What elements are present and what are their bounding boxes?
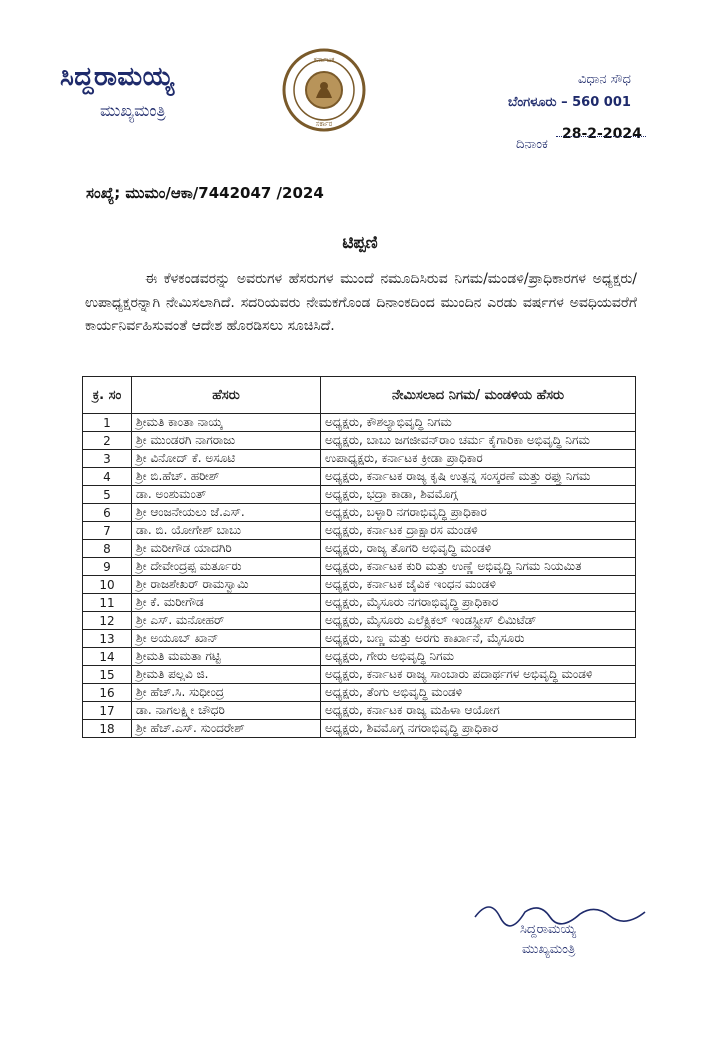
position-cell: ಅಧ್ಯಕ್ಷರು, ಕರ್ನಾಟಕ ರಾಜ್ಯ ಕೃಷಿ ಉತ್ಪನ್ನ ಸಂಸ್ಕರಣೆ ಮತ್ತು ರಫ್ತು ನಿಗಮ	[321, 468, 636, 486]
name-cell: ಶ್ರೀ ಅಯೂಬ್ ಖಾನ್	[132, 630, 321, 648]
serial-cell: 8	[83, 540, 132, 558]
appointments-table	[82, 376, 636, 738]
table-row	[83, 468, 636, 486]
table-row	[83, 486, 636, 504]
serial-cell: 7	[83, 522, 132, 540]
government-seal-icon	[282, 48, 366, 132]
position-cell: ಅಧ್ಯಕ್ಷರು, ಕರ್ನಾಟಕ ರಾಜ್ಯ ಸಾಂಬಾರು ಪದಾರ್ಥಗಳ ಅಭಿವೃದ್ಧಿ ಮಂಡಳಿ	[321, 666, 636, 684]
position-cell: ಅಧ್ಯಕ್ಷರು, ಕರ್ನಾಟಕ ಜೈವಿಕ ಇಂಧನ ಮಂಡಳಿ	[321, 576, 636, 594]
serial-cell: 12	[83, 612, 132, 630]
serial-cell: 5	[83, 486, 132, 504]
signatory-title: ಮುಖ್ಯಮಂತ್ರಿ	[522, 942, 576, 957]
name-cell: ಶ್ರೀ ಎಸ್. ಮನೋಹರ್	[132, 612, 321, 630]
serial-cell: 2	[83, 432, 132, 450]
position-cell: ಅಧ್ಯಕ್ಷರು, ಕೌಶಲ್ಯಾಭಿವೃದ್ಧಿ ನಿಗಮ	[321, 414, 636, 432]
table-row	[83, 504, 636, 522]
serial-cell: 16	[83, 684, 132, 702]
name-cell: ಶ್ರೀ ಹೆಚ್.ಸಿ. ಸುಧೀಂದ್ರ	[132, 684, 321, 702]
position-cell: ಅಧ್ಯಕ್ಷರು, ಬಣ್ಣ ಮತ್ತು ಅರಗು ಕಾರ್ಖಾನೆ, ಮೈಸೂರು	[321, 630, 636, 648]
header-position: ನೇಮಿಸಲಾದ ನಿಗಮ/ ಮಂಡಳಿಯ ಹೆಸರು	[321, 377, 636, 414]
name-cell: ಶ್ರೀ ಬಿ.ಹೆಚ್. ಹರೀಶ್	[132, 468, 321, 486]
position-cell: ಅಧ್ಯಕ್ಷರು, ಭದ್ರಾ ಕಾಡಾ, ಶಿವಮೊಗ್ಗ	[321, 486, 636, 504]
signatory-name: ಸಿದ್ದರಾಮಯ್ಯ	[520, 922, 577, 937]
serial-cell: 15	[83, 666, 132, 684]
name-cell: ಶ್ರೀ ಆಂಜನೇಯಲು ಜೆ.ಎಸ್.	[132, 504, 321, 522]
name-cell: ಶ್ರೀ ಹೆಚ್.ಎಸ್. ಸುಂದರೇಶ್	[132, 720, 321, 738]
sender-title: ಮುಖ್ಯಮಂತ್ರಿ	[100, 101, 166, 120]
position-cell: ಅಧ್ಯಕ್ಷರು, ಕರ್ನಾಟಕ ದ್ರಾಕ್ಷಾರಸ ಮಂಡಳಿ	[321, 522, 636, 540]
header-name: ಹೆಸರು	[132, 377, 321, 414]
table-row	[83, 450, 636, 468]
name-cell: ಶ್ರೀಮತಿ ಮಮತಾ ಗಟ್ಟಿ	[132, 648, 321, 666]
table-header-row	[83, 377, 636, 414]
header-serial: ಕ್ರ. ಸಂ	[83, 377, 132, 414]
position-cell: ಅಧ್ಯಕ್ಷರು, ಗೇರು ಅಭಿವೃದ್ಧಿ ನಿಗಮ	[321, 648, 636, 666]
position-cell: ಅಧ್ಯಕ್ಷರು, ಕರ್ನಾಟಕ ಕುರಿ ಮತ್ತು ಉಣ್ಣೆ ಅಭಿವೃದ್ಧಿ ನಿಗಮ ನಿಯಮಿತ	[321, 558, 636, 576]
name-cell: ಶ್ರೀ ವಿನೋದ್ ಕೆ. ಅಸೂಟಿ	[132, 450, 321, 468]
serial-cell: 18	[83, 720, 132, 738]
table-row	[83, 666, 636, 684]
seal-bottom-text: ಸರ್ಕಾರ	[315, 120, 333, 128]
date-dotted-line	[556, 136, 646, 137]
position-cell: ಅಧ್ಯಕ್ಷರು, ರಾಜ್ಯ ತೊಗರಿ ಅಭಿವೃದ್ಧಿ ಮಂಡಳಿ	[321, 540, 636, 558]
name-cell: ಶ್ರೀ ದೇವೇಂದ್ರಪ್ಪ ಮರ್ತೂರು	[132, 558, 321, 576]
table-row	[83, 702, 636, 720]
name-cell: ಶ್ರೀ ಮರೀಗೌಡ ಯಾದಗಿರಿ	[132, 540, 321, 558]
table-row	[83, 576, 636, 594]
name-cell: ಡಾ. ಬಿ. ಯೋಗೇಶ್ ಬಾಬು	[132, 522, 321, 540]
serial-cell: 14	[83, 648, 132, 666]
table-row	[83, 684, 636, 702]
serial-cell: 17	[83, 702, 132, 720]
table-row	[83, 432, 636, 450]
position-cell: ಉಪಾಧ್ಯಕ್ಷರು, ಕರ್ನಾಟಕ ಕ್ರೀಡಾ ಪ್ರಾಧಿಕಾರ	[321, 450, 636, 468]
table-row	[83, 612, 636, 630]
name-cell: ಶ್ರೀ ಮುಂಡರಗಿ ನಾಗರಾಜು	[132, 432, 321, 450]
name-cell: ಡಾ. ನಾಗಲಕ್ಷ್ಮೀ ಚೌಧರಿ	[132, 702, 321, 720]
position-cell: ಅಧ್ಯಕ್ಷರು, ಬಾಬು ಜಗಜೀವನ್‌ರಾಂ ಚರ್ಮ ಕೈಗಾರಿಕಾ ಅಭಿವೃದ್ಧಿ ನಿಗಮ	[321, 432, 636, 450]
serial-cell: 9	[83, 558, 132, 576]
table-row	[83, 630, 636, 648]
position-cell: ಅಧ್ಯಕ್ಷರು, ಮೈಸೂರು ನಗರಾಭಿವೃದ್ಧಿ ಪ್ರಾಧಿಕಾರ	[321, 594, 636, 612]
serial-cell: 11	[83, 594, 132, 612]
memo-paragraph: ಈ ಕೆಳಕಂಡವರನ್ನು ಅವರುಗಳ ಹೆಸರುಗಳ ಮುಂದೆ ನಮೂದಿಸಿರುವ ನಿಗಮ/ಮಂಡಳಿ/ಪ್ರಾಧಿಕಾರಗಳ ಅಧ್ಯಕ್ಷರು/ಉಪಾಧ್ಯಕ್ಷರನ್ನಾಗಿ ನೇಮಿಸಲಾಗಿದೆ. ಸದರಿಯವರು ನೇಮಕಗೊಂಡ ದಿನಾಂಕದಿಂದ ಮುಂದಿನ ಎರಡು ವರ್ಷಗಳ ಅವಧಿಯವರೆಗೆ ಕಾರ್ಯನಿರ್ವಹಿಸುವಂತೆ ಆದೇಶ ಹೊರಡಿಸಲು ಸೂಚಿಸಿದೆ.	[85, 271, 637, 334]
name-cell: ಶ್ರೀ ರಾಜಶೇಖರ್ ರಾಮಸ್ವಾಮಿ	[132, 576, 321, 594]
document-heading: ಟಿಪ್ಪಣಿ	[342, 233, 378, 253]
table-row	[83, 648, 636, 666]
sender-name: ಸಿದ್ದರಾಮಯ್ಯ	[60, 62, 175, 92]
address-line-2: ಬೆಂಗಳೂರು – 560 001	[508, 95, 631, 110]
table-row	[83, 522, 636, 540]
serial-cell: 1	[83, 414, 132, 432]
table-row	[83, 414, 636, 432]
position-cell: ಅಧ್ಯಕ್ಷರು, ಶಿವಮೊಗ್ಗ ನಗರಾಭಿವೃದ್ಧಿ ಪ್ರಾಧಿಕಾರ	[321, 720, 636, 738]
serial-cell: 3	[83, 450, 132, 468]
date-label: ದಿನಾಂಕ	[516, 137, 548, 152]
serial-cell: 4	[83, 468, 132, 486]
reference-number: ಸಂಖ್ಯೆ; ಮುಮಂ/ಆಕಾ/7442047 /2024	[86, 184, 324, 202]
name-cell: ಶ್ರೀ ಕೆ. ಮರೀಗೌಡ	[132, 594, 321, 612]
serial-cell: 6	[83, 504, 132, 522]
position-cell: ಅಧ್ಯಕ್ಷರು, ಮೈಸೂರು ಎಲೆಕ್ಟ್ರಿಕಲ್ ಇಂಡಸ್ಟ್ರೀಸ್ ಲಿಮಿಟೆಡ್	[321, 612, 636, 630]
serial-cell: 10	[83, 576, 132, 594]
date-value: 28-2-2024	[562, 126, 642, 142]
table-row	[83, 558, 636, 576]
table-row	[83, 720, 636, 738]
name-cell: ಶ್ರೀಮತಿ ಕಾಂತಾ ನಾಯ್ಕ	[132, 414, 321, 432]
seal-top-text: ಕರ್ನಾಟಕ	[313, 56, 335, 64]
position-cell: ಅಧ್ಯಕ್ಷರು, ಕರ್ನಾಟಕ ರಾಜ್ಯ ಮಹಿಳಾ ಆಯೋಗ	[321, 702, 636, 720]
name-cell: ಡಾ. ಅಂಶುಮಂತ್	[132, 486, 321, 504]
serial-cell: 13	[83, 630, 132, 648]
address-line-1: ವಿಧಾನ ಸೌಧ	[578, 72, 631, 87]
name-cell: ಶ್ರೀಮತಿ ಪಲ್ಲವಿ ಜಿ.	[132, 666, 321, 684]
position-cell: ಅಧ್ಯಕ್ಷರು, ಬಳ್ಳಾರಿ ನಗರಾಭಿವೃದ್ಧಿ ಪ್ರಾಧಿಕಾರ	[321, 504, 636, 522]
table-row	[83, 594, 636, 612]
position-cell: ಅಧ್ಯಕ್ಷರು, ತೆಂಗು ಅಭಿವೃದ್ಧಿ ಮಂಡಳಿ	[321, 684, 636, 702]
table-row	[83, 540, 636, 558]
